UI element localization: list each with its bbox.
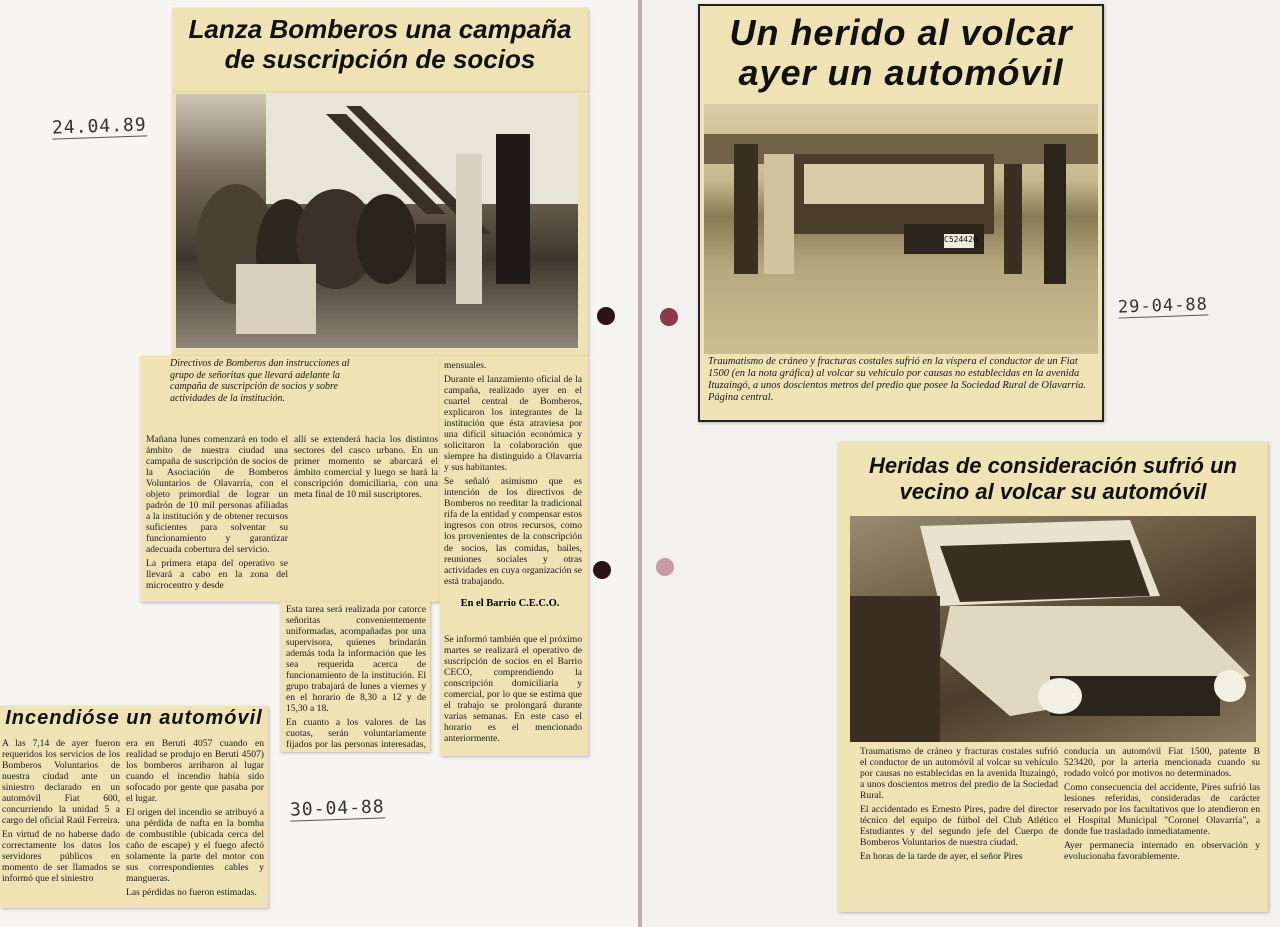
paragraph: Como consecuencia del accidente, Pires sufrió las lesiones referidas, consideradas de carácter reservado por los facultativos que lo atendieron en el Hospital Municipal "Coronel Olavarría", a donde fue trasladado inmediatamente. [1064, 782, 1260, 838]
handwritten-date: 30-04-88 [289, 796, 386, 821]
news-photo-accident [704, 104, 1098, 354]
article-column [294, 434, 438, 602]
news-photo-group [176, 94, 578, 348]
clipping-heridas [838, 442, 1268, 912]
paragraph: La primera etapa del operativo se llevará a cabo en la zona del microcentro y desde [146, 558, 288, 592]
subheading: En el Barrio C.E.C.O. [460, 598, 560, 609]
binder-hole-top-right [660, 308, 678, 326]
clipping-bomberos-photo [172, 92, 588, 356]
article-column [444, 634, 582, 752]
headline: vecino al volcar su automóvil [899, 479, 1207, 505]
article-column [126, 738, 264, 906]
paragraph: Esta tarea será realizada por catorce señoritas convenientemente uniformadas, acompañadas por una supervisora, quienes brindarán además toda la información que les sea requerida acerca de funcionamiento de la institución. El grupo trabajará de lunes a viernes y en el horario de 8,30 a 12 y de 15,30 a 18. [286, 604, 426, 715]
paragraph: Durante el lanzamiento oficial de la campaña, realizado ayer en el cuartel central de Bomberos, explicaron los integrantes de la institución que ésta atraviesa por una difícil situación económica y solicitaron la colaboración que siempre ha distinguido a Olavarría y sus habitantes. [444, 374, 582, 474]
headline: Lanza Bomberos una campaña [188, 14, 572, 44]
paragraph: Traumatismo de cráneo y fracturas costales sufrió el conductor de un automóvil al volcar su vehículo por causas no establecidas en la avenida Ituzaingó, a unos doscientos metros del predio de la Sociedad Rural. [860, 746, 1058, 802]
headline: Incendióse un automóvil [5, 707, 263, 729]
paragraph: El accidentado es Ernesto Pires, padre del director técnico del equipo de fútbol del Club Atlético Estudiantes y del segundo jefe del Cuerpo de Bomberos Voluntarios de nuestra ciudad. [860, 804, 1058, 849]
news-photo-car [850, 516, 1256, 742]
paragraph: mensuales. [444, 360, 487, 371]
clipping-bomberos-col2 [280, 602, 430, 752]
handwritten-date: 29-04-88 [1117, 294, 1209, 318]
clipping-herido [698, 4, 1104, 422]
photo-caption: Traumatismo de cráneo y fracturas costales sufrió en la víspera el conductor de un Fiat 1500 (en la nota gráfica) al volcar su vehículo por causas no establecidas en la avenida Ituzaingó, a unos doscientos metros del predio que posee la Sociedad Rural de Olavarría. Página central. [708, 356, 1087, 404]
binder-hole-bottom-left [593, 561, 611, 579]
paragraph: El origen del incendio se atribuyó a una pérdida de nafta en la bomba de combustible (ubicada cerca del caño de escape) y el fuego afectó solamente la parte del motor con sus correspondientes cables y mangueras. [126, 807, 264, 885]
paragraph: Las pérdidas no fueron estimadas. [126, 887, 257, 899]
article-column [1064, 746, 1260, 910]
handwritten-date: 24.04.89 [51, 114, 148, 139]
photo-caption: Directivos de Bomberos dan instrucciones al grupo de señoritas que llevará adelante la campaña de suscripción de socios y sobre actividades de la institución. [170, 358, 350, 404]
headline: Un herido al volcar [729, 12, 1073, 53]
clipping-bomberos-col3 [440, 356, 588, 756]
headline: de suscripción de socios [224, 44, 536, 75]
article-column [444, 360, 582, 586]
headline: ayer un automóvil [738, 51, 1064, 93]
paragraph: En horas de la tarde de ayer, el señor Pires [860, 851, 1023, 863]
paragraph: conducía un automóvil Fiat 1500, patente B 523420, por la arteria mencionada cuando su rodado volcó por motivos no determinados. [1064, 746, 1260, 780]
paragraph: En cuanto a los valores de las cuotas, serán voluntariamente fijados por las personas interesadas, [286, 717, 426, 750]
article-column [860, 746, 1058, 910]
article-column [2, 738, 120, 906]
paragraph: era en Beruti 4057 cuando en realidad se produjo en Beruti 4507) los bomberos arribaron al lugar cuando el incendio había sido sofocado por gente que pasaba por el lugar. [126, 738, 264, 805]
paragraph: En virtud de no haberse dado correctamente los datos los servidores públicos en momento de ser llamados se informó que el siniestro [2, 829, 120, 885]
article-column [146, 434, 288, 599]
paragraph: Se señaló asimismo que es intención de los directivos de Bomberos no reeditar la tradicional rifa de la entidad y compensar estos ingresos con otros recursos, como los provenientes de la conscripción de socios, las comidas, bailes, reuniones sociales y otras actividades en cuya organización se está trabajando. [444, 476, 582, 586]
clipping-bomberos-body [140, 356, 440, 602]
paragraph: Mañana lunes comenzará en todo el ámbito de nuestra ciudad una campaña de suscripción de socios de la Asociación de Bomberos Voluntarios de Olavarría, con el objeto primordial de lograr un padrón de 10 mil personas afiliadas a la institución y de obtener recursos suficientes para solventar su funcionamiento y garantizar adecuada cobertura del servicio. [146, 434, 288, 556]
clipping-incendio [0, 706, 268, 908]
binder-hole-top-left [597, 307, 615, 325]
article-column [286, 604, 426, 750]
headline: Heridas de consideración sufrió un [869, 453, 1237, 478]
license-plate: C524420 [944, 235, 978, 244]
clipping-bomberos-headline [172, 8, 588, 92]
paragraph: Ayer permanecía internado en observación y evolucionaba favorablemente. [1064, 840, 1260, 863]
paragraph: Se informó también que el próximo martes se realizará el operativo de suscripción de socios en el Barrio CECO, comprendiendo la conscripción domiciliaria y comercial, por lo que se estima que el trabajo se prolongará durante varias semanas. En este caso el horario es el mencionado anteriormente. [444, 634, 582, 745]
paragraph: allí se extenderá hacia los distintos sectores del casco urbano. En un primer momento se abarcará el ámbito comercial y luego se hará la conscripción domiciliaria, con una meta final de 10 mil suscriptores. [294, 434, 438, 501]
paragraph: A las 7,14 de ayer fueron requeridos los servicios de los Bomberos Voluntarios de nuestra ciudad ante un siniestro declarado en un automóvil Fiat 600, concurriendo la unidad 5 a cargo del oficial Raúl Ferreira. [2, 738, 120, 827]
binder-hole-bottom-right [656, 558, 674, 576]
